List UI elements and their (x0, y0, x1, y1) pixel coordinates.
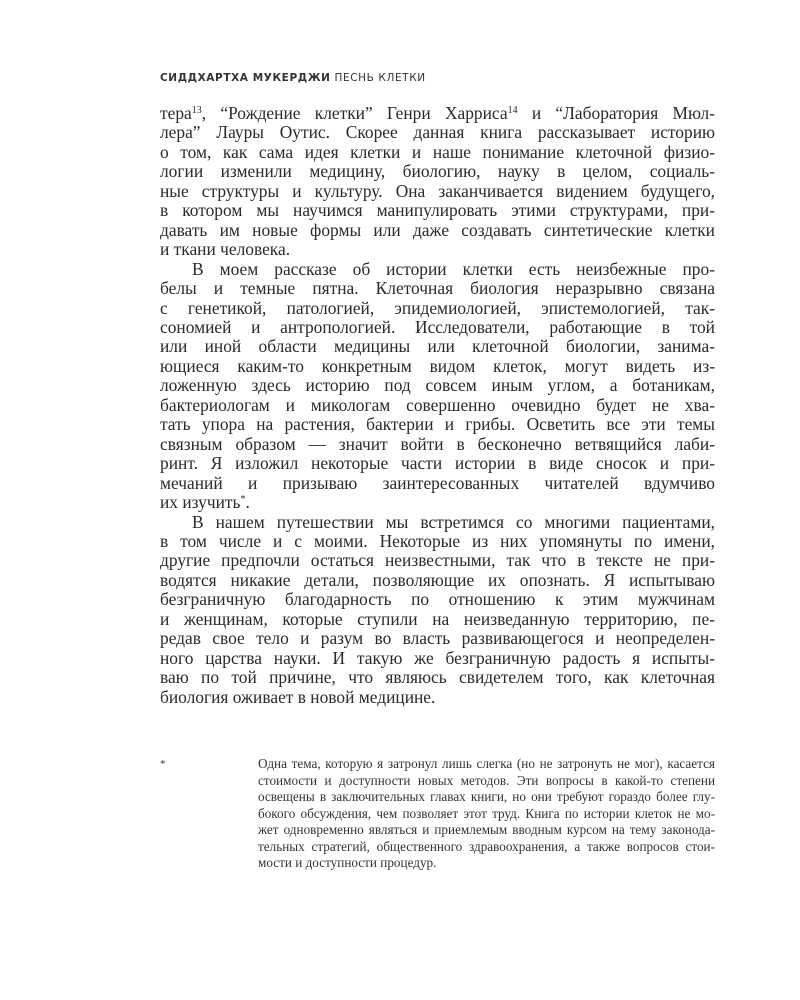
text-line: и женщинам, которые ступили на неизведанную территорию, пе- (160, 608, 715, 629)
text-line: и ткани человека. (160, 239, 291, 260)
text-line: ложенную здесь историю под совсем иным углом, а ботаникам, (160, 375, 715, 396)
footnote-line: освещены в заключительных главах книги, но они требуют гораздо более глу- (258, 789, 715, 804)
text-line: безграничную благодарность по отношению к этим мужчинам (160, 589, 715, 610)
text-line: логии изменили медицину, биологию, науку в целом, социаль- (160, 161, 715, 182)
text-line: ющиеся каким-то конкретным видом клеток, могут видеть из- (160, 355, 715, 376)
footnote-line: бокого обсуждения, чем позволяет этот труд. Книга по истории клеток не мо- (258, 805, 715, 821)
footnote-reference: 14 (507, 105, 518, 116)
footnote-text (258, 756, 715, 872)
text-line: ваю по той причине, что являюсь свидетелем того, как клеточная (160, 667, 715, 688)
footnote-reference: 13 (191, 105, 202, 116)
text-line: в котором мы научимся манипулировать этими структурами, при- (160, 200, 715, 221)
main-text (160, 104, 715, 707)
text-line: белы и темные пятна. Клеточная биология неразрывно связана (160, 278, 715, 299)
running-header (160, 72, 426, 84)
text-line: редав свое тело и разум во власть развивающегося и неопределен- (160, 628, 715, 649)
text-line: или иной области медицины или клеточной биологии, занима- (160, 336, 715, 357)
text-line: водятся никакие детали, позволяющие их опознать. Я испытываю (160, 569, 715, 590)
footnote-marker: * (160, 758, 166, 770)
footnote-line: мости и доступности процедур. (258, 855, 437, 870)
text-line: тера$^{13}$, “Рождение клетки” Генри Харриса$^{14}$ и “Лаборатория Мюл- (160, 103, 715, 123)
text-line: давать им новые формы или даже создавать синтетические клетки (160, 219, 715, 240)
footnote-line: стоимости и доступности новых методов. Эти вопросы в какой-то степени (258, 772, 715, 788)
text-line: В моем рассказе об истории клетки есть неизбежные про- (192, 258, 715, 279)
footnote-reference: * (240, 494, 246, 506)
header-title: ПЕСНЬ КЛЕТКИ (334, 72, 426, 84)
text-line: лера” Лауры Оутис. Скорее данная книга рассказывает историю (160, 122, 715, 143)
text-line: ные структуры и культуру. Она заканчивается видением будущего, (160, 180, 715, 201)
text-line: с генетикой, патологией, эпидемиологией, эпистемологией, так- (160, 297, 715, 318)
footnote-line: тельных стратегий, общественного здравоохранения, а также вопросов стои- (258, 838, 715, 854)
footnote-line: Одна тема, которую я затронул лишь слегка (но не затронуть не мог), касается (258, 756, 715, 771)
header-author: СИДДХАРТХА МУКЕРДЖИ (160, 72, 331, 84)
text-line: связным образом — значит войти в бесконечно ветвящийся лаби- (160, 433, 715, 454)
text-line: их изучить*. (160, 492, 250, 513)
text-line: ного царства науки. И такую же безграничную радость я испыты- (160, 647, 715, 668)
text-line: в том числе и с моими. Некоторые из них упомянуты по имени, (160, 530, 715, 551)
text-line: бактериологам и микологам совершенно очевидно будет не хва- (160, 394, 715, 415)
text-line: о том, как сама идея клетки и наше понимание клеточной физио- (160, 141, 715, 162)
text-line: мечаний и призываю заинтересованных читателей вдумчиво (160, 472, 715, 493)
footnote-line: жет одновременно являться и приемлемым вводным курсом на тему законода- (258, 822, 715, 837)
text-line: ринт. Я изложил некоторые части истории в виде сносок и при- (160, 453, 715, 474)
text-line: другие предпочли остаться неизвестными, так что в тексте не при- (160, 550, 715, 571)
text-line: тать упора на растения, бактерии и грибы. Осветить все эти темы (160, 414, 715, 435)
text-line: В нашем путешествии мы встретимся со многими пациентами, (192, 511, 715, 532)
text-line: сономией и антропологией. Исследователи, работающие в той (160, 316, 715, 337)
text-line: биология оживает в новой медицине. (160, 686, 436, 707)
